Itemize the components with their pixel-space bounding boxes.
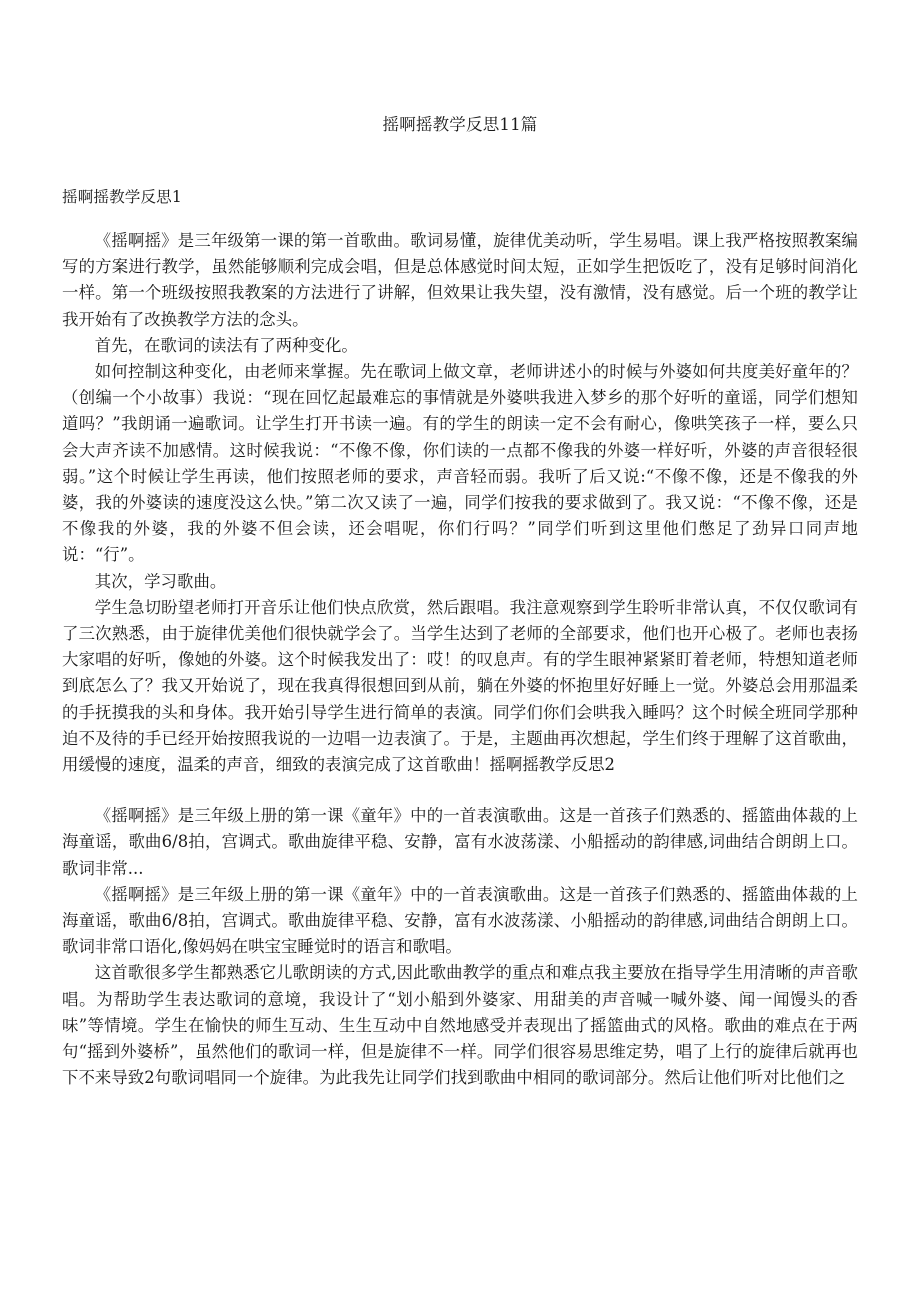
section-divider (62, 778, 858, 784)
paragraph: 学生急切盼望老师打开音乐让他们快点欣赏，然后跟唱。我注意观察到学生聆听非常认真，不仅仅歌词有了三次熟悉，由于旋律优美他们很快就学会了。当学生达到了老师的全部要求，他们也开心极了。老师也表扬大家唱的好听，像她的外婆。这个时候我发出了：哎！的叹息声。有的学生眼神紧紧盯着老师，特想知道老师到底怎么了？我又开始说了，现在我真得很想回到从前，躺在外婆的怀抱里好好睡上一觉。外婆总会用那温柔的手抚摸我的头和身体。我开始引导学生进行简单的表演。同学们你们会哄我入睡吗？这个时候全班同学那种迫不及待的手已经开始按照我说的一边唱一边表演了。于是，主题曲再次想起，学生们终于理解了这首歌曲，用缓慢的速度，温柔的声音，细致的表演完成了这首歌曲！摇啊摇教学反思2 (62, 597, 858, 774)
document-body (0, 138, 920, 1092)
page-title: 摇啊摇教学反思11篇 (382, 115, 538, 134)
paragraph: 这首歌很多学生都熟悉它儿歌朗读的方式,因此歌曲教学的重点和难点我主要放在指导学生用清晰的声音歌唱。为帮助学生表达歌词的意境，我设计了“划小船到外婆家、用甜美的声音喊一喊外婆、闻一闻馒头的香味”等情境。学生在愉快的师生互动、生生互动中自然地感受并表现出了摇篮曲式的风格。歌曲的难点在于两句“摇到外婆桥”，虽然他们的歌词一样，但是旋律不一样。同学们很容易思维定势，唱了上行的旋律后就再也下不来导致2句歌词唱同一个旋律。为此我先让同学们找到歌曲中相同的歌词部分。然后让他们听对比他们之 (62, 963, 858, 1088)
paragraph: 首先，在歌词的读法有了两种变化。 (94, 335, 358, 355)
section-heading-1: 摇啊摇教学反思1 (62, 187, 182, 206)
paragraph: 《摇啊摇》是三年级上册的第一课《童年》中的一首表演歌曲。这是一首孩子们熟悉的、摇篮曲体裁的上海童谣，歌曲6/8拍，宫调式。歌曲旋律平稳、安静，富有水波荡漾、小船摇动的韵律感,词曲结合朗朗上口。歌词非常... (62, 806, 858, 878)
paragraph: 《摇啊摇》是三年级第一课的第一首歌曲。歌词易懂，旋律优美动听，学生易唱。课上我严格按照教案编写的方案进行教学，虽然能够顺利完成会唱，但是总体感觉时间太短，正如学生把饭吃了，没有足够时间消化一样。第一个班级按照我教案的方法进行了讲解，但效果让我失望，没有激情，没有感觉。后一个班的教学让我开始有了改换教学方法的念头。 (62, 230, 858, 329)
paragraph: 其次，学习歌曲。 (94, 571, 227, 591)
paragraph: 《摇啊摇》是三年级上册的第一课《童年》中的一首表演歌曲。这是一首孩子们熟悉的、摇篮曲体裁的上海童谣，歌曲6/8拍，宫调式。歌曲旋律平稳、安静，富有水波荡漾、小船摇动的韵律感,词曲结合朗朗上口。歌词非常口语化,像妈妈在哄宝宝睡觉时的语言和歌唱。 (62, 884, 858, 957)
paragraph: 如何控制这种变化，由老师来掌握。先在歌词上做文章，老师讲述小的时候与外婆如何共度美好童年的？（创编一个小故事）我说：“现在回忆起最难忘的事情就是外婆哄我进入梦乡的那个好听的童谣，同学们想知道吗？”我朗诵一遍歌词。让学生打开书读一遍。有的学生的朗读一定不会有耐心，像哄笑孩子一样，要么只会大声齐读不加感情。这时候我说：“不像不像，你们读的一点都不像我的外婆一样好听，外婆的声音很轻很弱。”这个时候让学生再读，他们按照老师的要求，声音轻而弱。我听了后又说:“不像不像，还是不像我的外婆，我的外婆读的速度没这么快。”第二次又读了一遍，同学们按我的要求做到了。我又说：“不像不像，还是不像我的外婆，我的外婆不但会读，还会唱呢，你们行吗？”同学们听到这里他们憋足了劲异口同声地说：“行”。 (62, 361, 858, 565)
